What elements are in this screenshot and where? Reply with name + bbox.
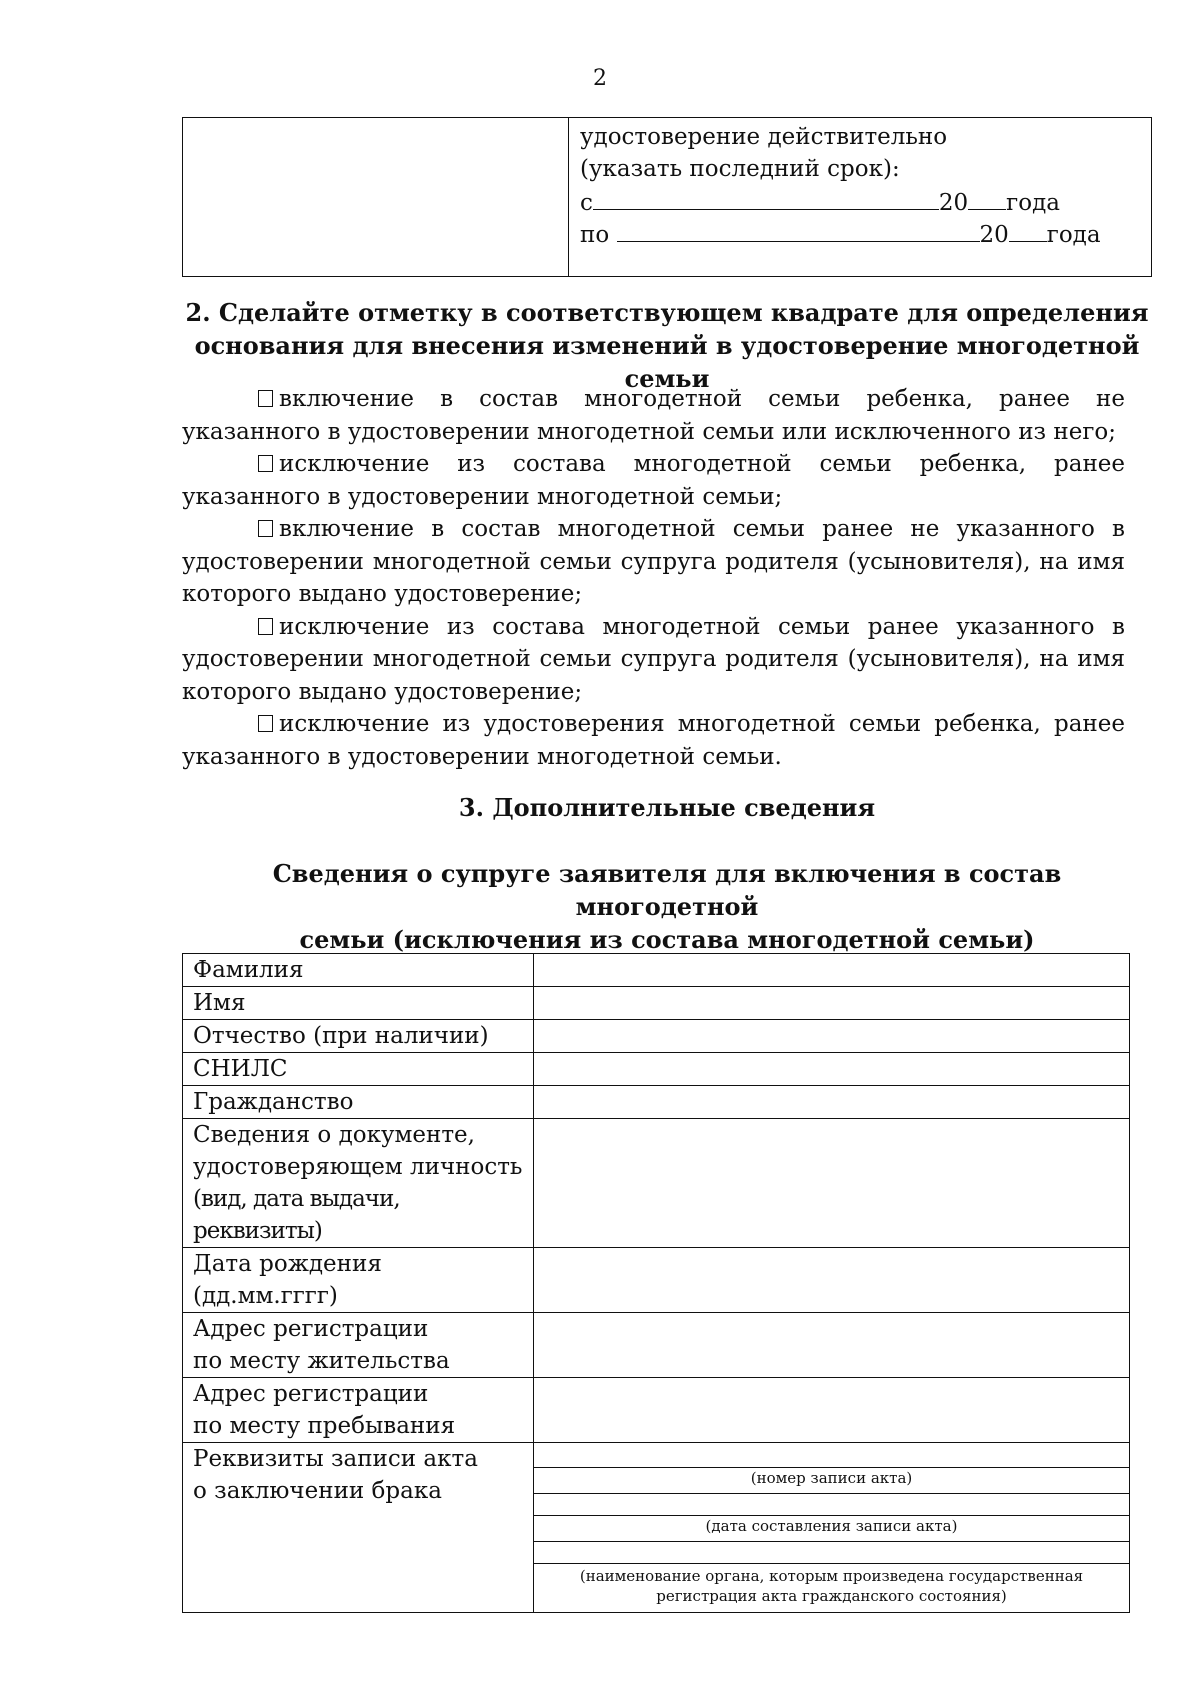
section2-title (182, 296, 1152, 395)
from-year-field[interactable] (968, 185, 1006, 210)
table-row (183, 1020, 1130, 1053)
stay-address-field[interactable] (534, 1378, 1130, 1443)
option-text: исключение из состава многодетной семьи ребенка, ранее указанного в удостоверении многодетной семьи; (182, 451, 1125, 510)
authority-field[interactable] (534, 1542, 1129, 1564)
id-doc-line1: Сведения о документе, (193, 1122, 475, 1148)
table-row (183, 1119, 1130, 1248)
residence-line1: Адрес регистрации (193, 1316, 429, 1342)
table-divider (568, 118, 569, 276)
name-label: Имя (183, 987, 534, 1020)
to-prefix: по (580, 222, 610, 248)
validity-to-row (580, 217, 1101, 249)
stay-address-label (183, 1378, 534, 1443)
id-doc-line3: (вид, дата выдачи, реквизиты) (193, 1186, 400, 1244)
to-year-field[interactable] (1009, 217, 1047, 242)
validity-line1: удостоверение действительно (580, 124, 948, 150)
stay-line1: Адрес регистрации (193, 1381, 429, 1407)
table-row (183, 954, 1130, 987)
from-prefix: с (580, 190, 593, 216)
citizenship-field[interactable] (534, 1086, 1130, 1119)
from-year: 20 (938, 190, 969, 216)
table-row (183, 1248, 1130, 1313)
table-row (183, 1053, 1130, 1086)
validity-line2: (указать последний срок): (580, 156, 900, 182)
section3-title-text: 3. Дополнительные сведения (458, 793, 876, 822)
authority-caption: (наименование органа, которым произведена государственная регистрация акта гражданского состояния) (579, 1567, 1084, 1605)
marriage-line2: о заключении брака (193, 1478, 442, 1504)
section3-title (182, 791, 1152, 824)
id-doc-line2: удостоверяющем личность (193, 1154, 523, 1180)
table-row (183, 1378, 1130, 1443)
record-number-caption: (номер записи акта) (534, 1468, 1129, 1494)
marriage-record-fields (534, 1443, 1130, 1613)
id-document-field[interactable] (534, 1119, 1130, 1248)
spouse-title-line1: Сведения о супруге заявителя для включения в состав многодетной (272, 859, 1062, 921)
birth-date-label: Дата рождения (дд.мм.гггг) (183, 1248, 534, 1313)
option-item (182, 448, 1125, 513)
record-number-field[interactable] (534, 1443, 1129, 1468)
option-item (182, 513, 1125, 611)
surname-label: Фамилия (183, 954, 534, 987)
page-number: 2 (593, 66, 607, 91)
marriage-line1: Реквизиты записи акта (193, 1446, 478, 1472)
residence-address-field[interactable] (534, 1313, 1130, 1378)
option-item (182, 383, 1125, 448)
to-year: 20 (979, 222, 1009, 248)
options-list (182, 383, 1125, 773)
from-suffix: года (1006, 190, 1060, 216)
option-text: включение в состав многодетной семьи ранее не указанного в удостоверении многодетной семьи супруга родителя (усыновителя), на имя которого выдано удостоверение; (182, 516, 1125, 607)
spouse-title-line2: семьи (исключения из состава многодетной семьи) (299, 925, 1035, 954)
residence-line2: по месту жительства (193, 1348, 450, 1374)
spouse-info-table (182, 953, 1130, 1613)
spouse-section-title (182, 857, 1152, 956)
snils-label: СНИЛС (183, 1053, 534, 1086)
from-date-field[interactable] (593, 185, 939, 210)
checkbox-icon[interactable] (258, 520, 273, 537)
option-text: включение в состав многодетной семьи ребенка, ранее не указанного в удостоверении многодетной семьи или исключенного из него; (182, 386, 1125, 445)
checkbox-icon[interactable] (258, 455, 273, 472)
to-date-field[interactable] (617, 217, 980, 242)
patronymic-field[interactable] (534, 1020, 1130, 1053)
table-row (183, 1313, 1130, 1378)
checkbox-icon[interactable] (258, 390, 273, 407)
validity-from-row (580, 185, 1101, 217)
to-suffix: года (1046, 222, 1101, 248)
table-row (183, 1086, 1130, 1119)
stay-line2: по месту пребывания (193, 1413, 456, 1439)
birth-date-field[interactable] (534, 1248, 1130, 1313)
patronymic-label: Отчество (при наличии) (183, 1020, 534, 1053)
option-item (182, 611, 1125, 709)
option-item (182, 708, 1125, 773)
id-document-label (183, 1119, 534, 1248)
checkbox-icon[interactable] (258, 618, 273, 635)
snils-field[interactable] (534, 1053, 1130, 1086)
section2-title-line1: 2. Сделайте отметку в соответствующем квадрате для определения (185, 298, 1149, 327)
citizenship-label: Гражданство (183, 1086, 534, 1119)
record-date-caption: (дата составления записи акта) (534, 1516, 1129, 1542)
table-row (183, 987, 1130, 1020)
name-field[interactable] (534, 987, 1130, 1020)
validity-table (182, 117, 1152, 277)
surname-field[interactable] (534, 954, 1130, 987)
record-date-field[interactable] (534, 1494, 1129, 1516)
section2-title-line2: основания для внесения изменений в удостоверение многодетной семьи (194, 331, 1140, 393)
validity-text (580, 121, 1101, 249)
option-text: исключение из удостоверения многодетной семьи ребенка, ранее указанного в удостоверении многодетной семьи. (182, 711, 1125, 770)
table-row (183, 1443, 1130, 1613)
option-text: исключение из состава многодетной семьи ранее указанного в удостоверении многодетной семьи супруга родителя (усыновителя), на имя которого выдано удостоверение; (182, 613, 1125, 705)
marriage-record-label (183, 1443, 534, 1613)
checkbox-icon[interactable] (258, 715, 273, 732)
residence-address-label (183, 1313, 534, 1378)
